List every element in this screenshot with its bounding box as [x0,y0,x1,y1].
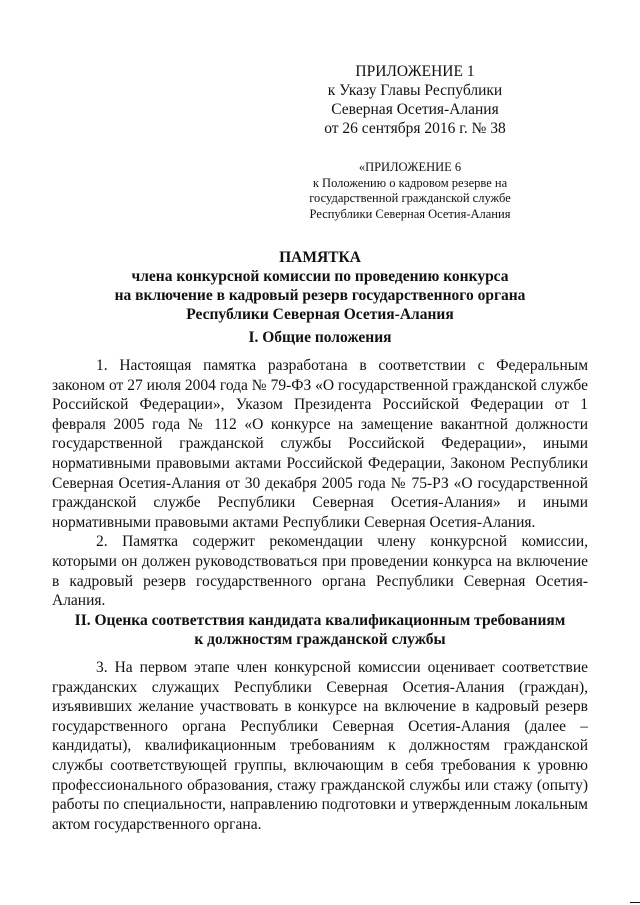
appendix-1-title: ПРИЛОЖЕНИЕ 1 [355,63,475,80]
section-2-body [52,658,588,834]
paragraph-3: 3. На первом этапе член конкурсной комиссии оценивает соответствие гражданских служащих Республики Северная Осетия-Алания (граждан), изъявивших желание участвовать в конкурсе на включение в кадровый резерв государственного органа Республики Северная Осетия-Алания (далее – кандидаты), квалификационным требованиям к должностям гражданской службы соответствующей группы, включающим в себя требования к уровню профессионального образования, стажу гражданской службы или стажу (опыту) работы по специальности, направлению подготовки и утвержденным локальным актом государственного органа. [52,659,588,833]
appendix-1-republic: Северная Осетия-Алания [331,101,499,118]
paragraph-2: 2. Памятка содержит рекомендации члену конкурсной комиссии, которыми он должен руководствоваться при проведении конкурса на включение в кадровый резерв государственного органа Республики Северная Осетия-Алания. [52,533,588,610]
appendix-6-header [300,160,520,222]
scan-edge-mark [630,902,640,903]
appendix-1-header [300,62,530,138]
document-title [60,248,580,324]
title-line-2: члена конкурсной комиссии по проведению конкурса [131,268,509,285]
appendix-6-title: «ПРИЛОЖЕНИЕ 6 [358,160,462,174]
appendix-1-decree: к Указу Главы Республики [327,82,503,99]
section-2-heading [52,611,588,649]
appendix-6-line-4: Республики Северная Осетия-Алания [309,206,511,221]
appendix-1-date: от 26 сентября 2016 г. № 38 [324,120,506,137]
appendix-6-line-3: государственной гражданской службе [309,191,511,205]
title-line-1: ПАМЯТКА [279,249,361,266]
title-line-3: на включение в кадровый резерв государственного органа [114,287,526,304]
section-1-heading: I. Общие положения [248,329,392,346]
appendix-6-line-2: к Положению о кадровом резерве на [312,175,508,190]
title-line-4: Республики Северная Осетия-Алания [186,306,454,323]
section-2-heading-line-2: к должностям гражданской службы [194,631,446,648]
section-2-heading-line-1: II. Оценка соответствия кандидата квалификационным требованиям [74,612,566,629]
paragraph-1: 1. Настоящая памятка разработана в соответствии с Федеральным законом от 27 июля 2004 года № 79-ФЗ «О государственной гражданской службе Российской Федерации», Указом Президента Российской Федерации от 1 февраля 2005 года № 112 «О конкурсе на замещение вакантной должности государственной гражданской службы Российской Федерации», иными нормативными правовыми актами Российской Федерации, Законом Республики Северная Осетия-Алания от 30 декабря 2005 года № 75-РЗ «О государственной гражданской службе Республики Северная Осетия-Алания» и иными нормативными правовыми актами Республики Северная Осетия-Алания. [52,357,588,531]
section-1-body [52,356,588,611]
